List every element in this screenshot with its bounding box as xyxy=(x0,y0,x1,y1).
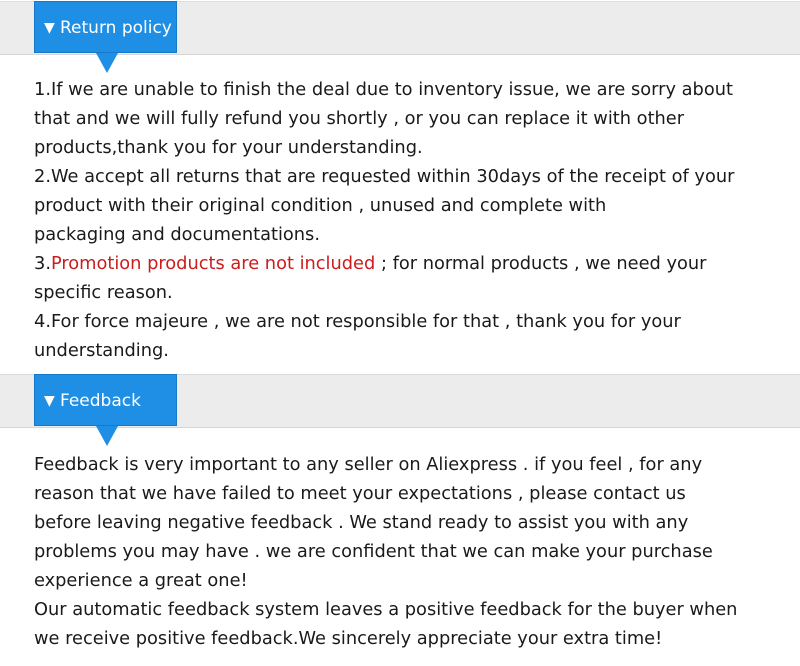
text-line: specific reason. xyxy=(34,282,173,303)
text-line: experience a great one! xyxy=(34,570,248,591)
tab-pointer-arrow xyxy=(96,426,118,446)
text-line: 1.If we are unable to finish the deal due to inventory issue, we are sorry about xyxy=(34,79,733,100)
text-fragment: ; for normal products , we need your xyxy=(375,253,707,274)
return-policy-text xyxy=(34,75,734,365)
text-line: that and we will fully refund you shortly , or you can replace it with other xyxy=(34,108,685,129)
text-line: we receive positive feedback.We sincerely appreciate your extra time! xyxy=(34,628,663,649)
triangle-down-icon: ▼ xyxy=(44,20,55,36)
text-line: products,thank you for your understanding. xyxy=(34,137,423,158)
feedback-text xyxy=(34,450,737,653)
text-line: product with their original condition , unused and complete with xyxy=(34,195,607,216)
feedback-tab xyxy=(34,374,177,426)
return-policy-title: Return policy xyxy=(60,18,172,38)
item-number: 3. xyxy=(34,253,51,274)
text-line: problems you may have . we are confident that we can make your purchase xyxy=(34,541,713,562)
text-line: 2.We accept all returns that are requested within 30days of the receipt of your xyxy=(34,166,735,187)
text-line: Our automatic feedback system leaves a positive feedback for the buyer when xyxy=(34,599,738,620)
feedback-title: Feedback xyxy=(60,391,141,411)
text-line: 4.For force majeure , we are not responsible for that , thank you for your xyxy=(34,311,681,332)
text-line: reason that we have failed to meet your expectations , please contact us xyxy=(34,483,686,504)
text-line: packaging and documentations. xyxy=(34,224,320,245)
text-line: Feedback is very important to any seller on Aliexpress . if you feel , for any xyxy=(34,454,703,475)
text-line: before leaving negative feedback . We stand ready to assist you with any xyxy=(34,512,689,533)
text-line: understanding. xyxy=(34,340,169,361)
triangle-down-icon: ▼ xyxy=(44,393,55,409)
promotion-warning: Promotion products are not included xyxy=(50,253,376,274)
tab-pointer-arrow xyxy=(96,53,118,73)
return-policy-tab xyxy=(34,1,177,53)
promotion-line xyxy=(34,249,734,278)
